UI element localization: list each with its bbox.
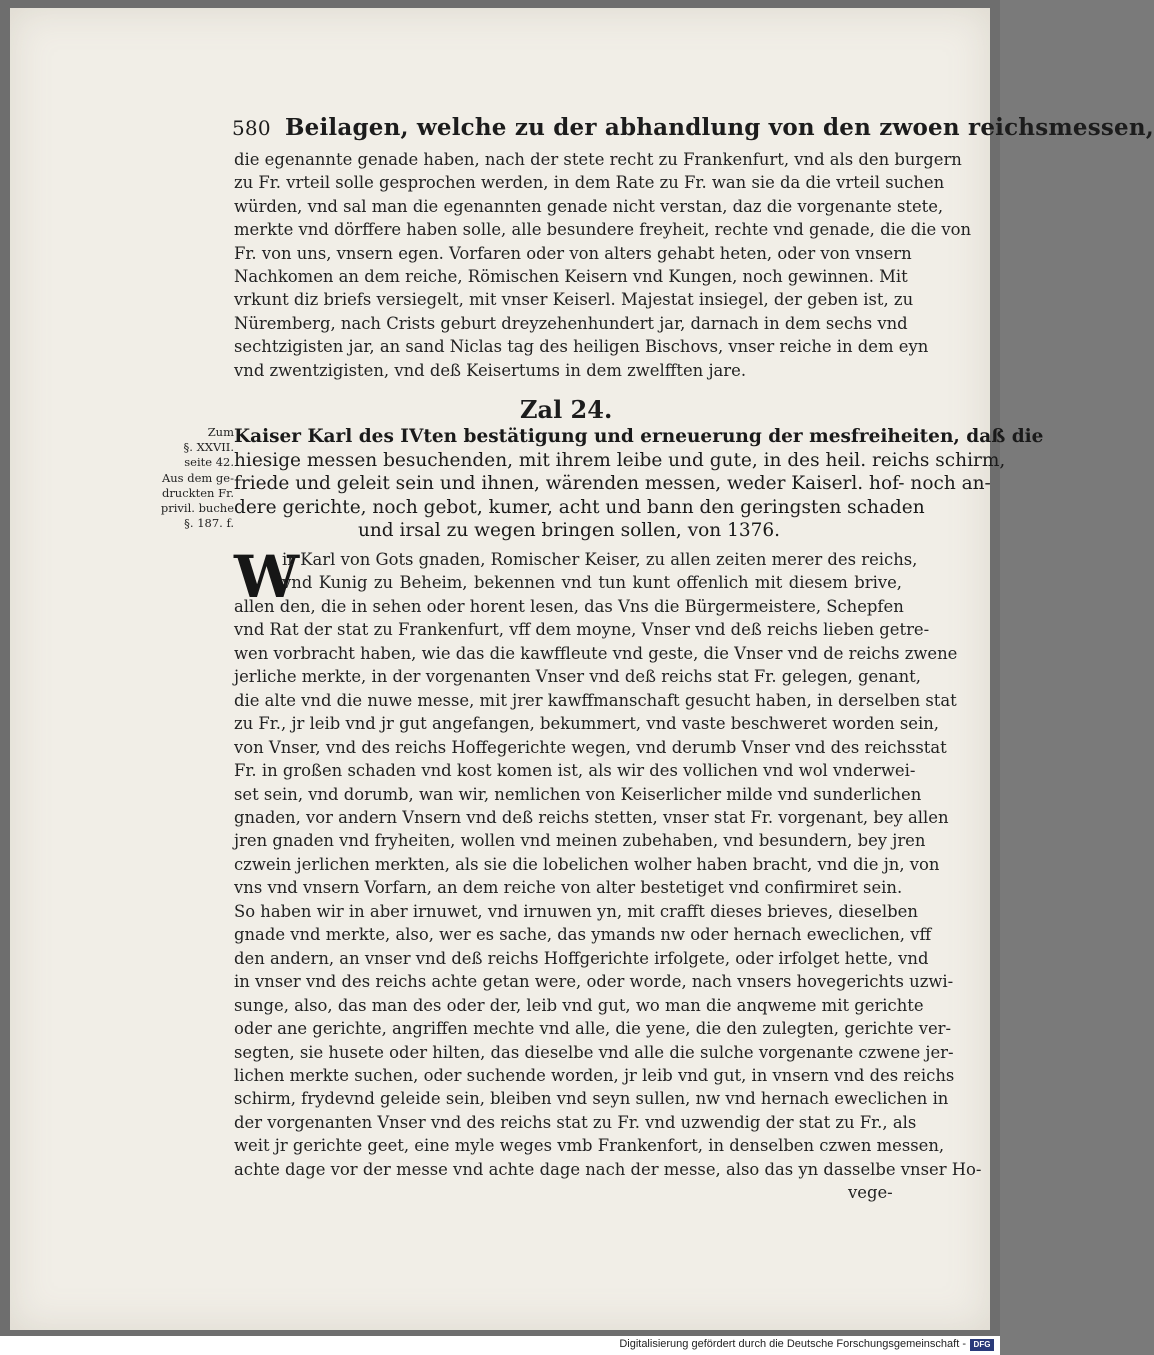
text-line: jren gnaden vnd fryheiten, wollen vnd meinen zubehaben, vnd besundern, bey jren bbox=[234, 831, 926, 851]
text-line: Nachkomen an dem reiche, Römischen Keisern vnd Kungen, noch gewinnen. Mit bbox=[234, 267, 908, 287]
text-line: ir Karl von Gots gnaden, Romischer Keiser, zu allen zeiten merer des reichs, bbox=[282, 550, 918, 569]
margin-note-line: Aus dem ge- bbox=[161, 470, 234, 485]
text-line: Fr. von uns, vnsern egen. Vorfaren oder von alters gehabt heten, oder von vnsern bbox=[234, 243, 912, 263]
margin-note bbox=[142, 425, 234, 531]
text-line: wen vorbracht haben, wie das die kawffleute vnd geste, die Vnser vnd de reichs zwene bbox=[234, 643, 958, 663]
text-line: die alte vnd die nuwe messe, mit jrer kawffmanschaft gesucht haben, in derselben stat bbox=[234, 690, 957, 710]
page-number: 580 bbox=[232, 116, 271, 140]
text-block-main bbox=[234, 543, 982, 1181]
text-line: vnd Kunig zu Beheim, bekennen vnd tun kunt offenlich mit diesem brive, bbox=[282, 573, 902, 593]
text-line: set sein, vnd dorumb, wan wir, nemlichen von Keiserlicher milde vnd sunderlichen bbox=[234, 784, 922, 804]
text-line: vrkunt diz briefs versiegelt, mit vnser Keiserl. Majestat insiegel, der geben ist, zu bbox=[234, 290, 914, 310]
text-line: sechtzigisten jar, an sand Niclas tag des heiligen Bischovs, vnser reiche in dem eyn bbox=[234, 337, 929, 357]
margin-note-line: §. 187. f. bbox=[184, 516, 234, 531]
text-line: allen den, die in sehen oder horent lesen, das Vns die Bürgermeistere, Schepfen bbox=[234, 596, 904, 616]
text-line: würden, vnd sal man die egenannten genade nicht verstan, daz die vorgenante stete, bbox=[234, 196, 944, 216]
text-line: gnade vnd merkte, also, wer es sache, das ymands nw oder hernach eweclichen, vff bbox=[234, 925, 932, 945]
catchword: vege- bbox=[848, 1183, 893, 1202]
text-line: vns vnd vnsern Vorfarn, an dem reiche von alter bestetiget vnd confirmiret sein. bbox=[234, 878, 903, 898]
text-line: segten, sie husete oder hilten, das dieselbe vnd alle die sulche vorgenante czwene jer- bbox=[234, 1042, 954, 1062]
text-block-top bbox=[234, 148, 972, 382]
text-line: zu Fr., jr leib vnd jr gut angefangen, bekummert, vnd vaste beschweret worden sein, bbox=[234, 714, 940, 734]
margin-note-line: privil. buche bbox=[160, 501, 234, 516]
text-line: die egenannte genade haben, nach der stete recht zu Frankenfurt, vnd als den burgern bbox=[234, 150, 962, 169]
running-head-title: Beilagen, welche zu der abhandlung von den zwoen reichsmessen, bbox=[285, 114, 1154, 141]
heading-line: hiesige messen besuchenden, mit ihrem leibe und gute, in des heil. reichs schirm, bbox=[234, 449, 1006, 471]
heading-line: dere gerichte, noch gebot, kumer, acht und bann den geringsten schaden bbox=[234, 496, 925, 518]
text-line: zu Fr. vrteil solle gesprochen werden, in dem Rate zu Fr. wan sie da die vrteil suchen bbox=[234, 173, 945, 193]
text-line: der vorgenanten Vnser vnd des reichs stat zu Fr. vnd uzwendig der stat zu Fr., als bbox=[234, 1112, 917, 1132]
footer-bar bbox=[0, 1336, 1000, 1355]
heading-line: und irsal zu wegen bringen sollen, von 1376. bbox=[357, 520, 781, 542]
text-line: vnd Rat der stat zu Frankenfurt, vff dem moyne, Vnser vnd deß reichs lieben getre- bbox=[234, 620, 930, 640]
text-line: achte dage vor der messe vnd achte dage nach der messe, also das yn dasselbe vnser Ho- bbox=[234, 1159, 982, 1179]
drop-initial: W bbox=[234, 543, 300, 611]
text-line: So haben wir in aber irnuwet, vnd irnuwen yn, mit crafft dieses brieves, dieselben bbox=[234, 901, 918, 921]
text-line: Fr. in großen schaden vnd kost komen ist, als wir des vollichen vnd wol vnderwei- bbox=[234, 761, 916, 781]
text-line: von Vnser, vnd des reichs Hoffegerichte wegen, vnd derumb Vnser vnd des reichsstat bbox=[234, 737, 947, 757]
text-line: jerliche merkte, in der vorgenanten Vnser vnd deß reichs stat Fr. gelegen, genant, bbox=[234, 667, 921, 687]
margin-note-line: §. XXVII. bbox=[183, 440, 234, 455]
section-heading bbox=[234, 425, 1044, 543]
margin-note-line: seite 42. bbox=[184, 455, 234, 470]
text-line: merkte vnd dörffere haben solle, alle besundere freyheit, rechte vnd genade, die die von bbox=[234, 220, 972, 240]
text-line: vnd zwentzigisten, vnd deß Keisertums in dem zwelfften jare. bbox=[234, 360, 747, 380]
text-line: weit jr gerichte geet, eine myle weges vmb Frankenfort, in denselben czwen messen, bbox=[234, 1136, 945, 1156]
text-line: Nüremberg, nach Crists geburt dreyzehenhundert jar, darnach in dem sechs vnd bbox=[234, 313, 908, 333]
text-line: gnaden, vor andern Vnsern vnd deß reichs stetten, vnser stat Fr. vorgenant, bey allen bbox=[234, 807, 949, 827]
heading-line: friede und geleit sein und ihnen, wärenden messen, weder Kaiserl. hof- noch an- bbox=[234, 473, 991, 495]
text-line: sunge, also, das man des oder der, leib vnd gut, wo man die anqweme mit gerichte bbox=[234, 995, 924, 1015]
dfg-logo: DFG bbox=[970, 1339, 994, 1351]
text-line: den andern, an vnser vnd deß reichs Hoffgerichte irfolgete, oder irfolget hette, vnd bbox=[234, 948, 929, 968]
margin-note-line: druckten Fr. bbox=[161, 485, 234, 500]
funding-notice: Digitalisierung gefördert durch die Deutsche Forschungsgemeinschaft - bbox=[619, 1338, 966, 1350]
heading-line: Kaiser Karl des IVten bestätigung und erneuerung der mesfreiheiten, daß die bbox=[234, 426, 1044, 447]
text-line: in vnser vnd des reichs achte getan were, oder worde, nach vnsers hovegerichts uzwi- bbox=[234, 972, 954, 992]
text-line: oder ane gerichte, angriffen mechte vnd alle, die yene, die den zulegten, gerichte ver- bbox=[234, 1019, 952, 1039]
text-line: schirm, frydevnd geleide sein, bleiben vnd seyn sullen, nw vnd hernach eweclichen in bbox=[234, 1089, 949, 1109]
margin-note-line: Zum bbox=[207, 425, 234, 439]
running-head bbox=[232, 114, 1154, 141]
text-line: lichen merkte suchen, oder suchende worden, jr leib vnd gut, in vnsern vnd des reichs bbox=[234, 1065, 955, 1085]
text-line: czwein jerlichen merkten, als sie die lobelichen wolher haben bracht, vnd die jn, von bbox=[234, 854, 940, 874]
section-number: Zal 24. bbox=[520, 395, 613, 424]
